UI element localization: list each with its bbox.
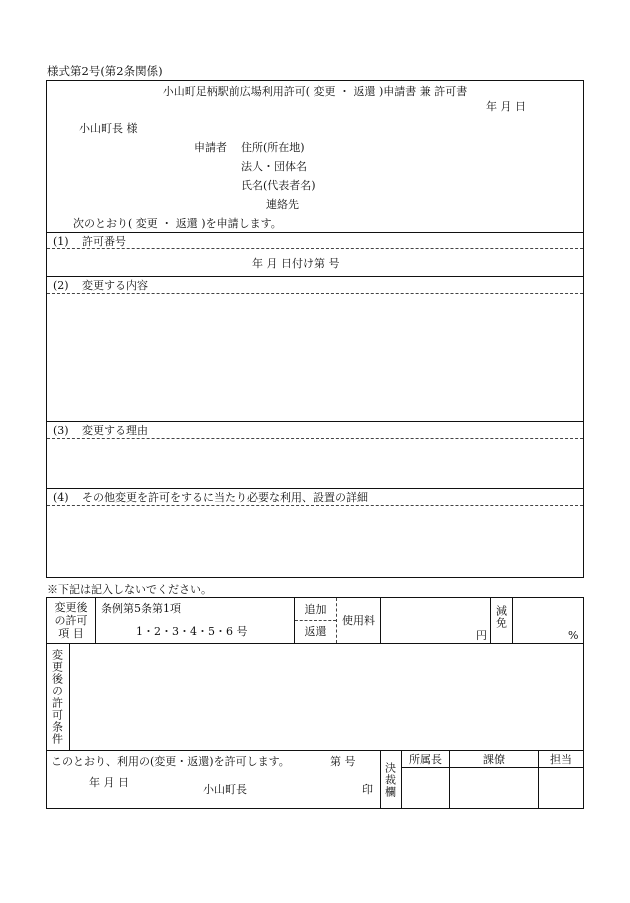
add-option[interactable]: 追加 xyxy=(304,603,327,616)
mayor-label: 小山町長 xyxy=(203,783,247,796)
chief-label: 所属長 xyxy=(409,753,442,766)
divider xyxy=(47,248,583,249)
divider xyxy=(47,232,583,233)
permit-number-field[interactable]: 年 月 日付け第 号 xyxy=(252,257,340,270)
divider xyxy=(47,750,583,751)
exemption-label: 減免 xyxy=(494,605,508,629)
divider xyxy=(47,488,583,489)
divider xyxy=(47,276,583,277)
section-1-label: 許可番号 xyxy=(82,235,126,248)
addressee: 小山町長 様 xyxy=(79,122,138,135)
yen-unit: 円 xyxy=(476,629,487,642)
applicant-label: 申請者 xyxy=(194,141,227,154)
ordinance-items[interactable]: 1・2・3・4・5・6 号 xyxy=(136,625,248,638)
seal-mark: 印 xyxy=(362,783,373,796)
decision-label: 決裁欄 xyxy=(383,762,397,798)
divider xyxy=(380,598,381,643)
section-2-label: 変更する内容 xyxy=(82,279,148,292)
change-content-field[interactable] xyxy=(47,294,583,420)
return-option[interactable]: 返還 xyxy=(304,625,327,638)
conditions-field[interactable] xyxy=(70,644,583,750)
permit-number[interactable]: 第 号 xyxy=(330,755,356,768)
change-reason-field[interactable] xyxy=(47,439,583,487)
item-label-line-1: 変更後 xyxy=(54,601,88,614)
request-statement: 次のとおり( 変更 ・ 返還 )を申請します。 xyxy=(73,217,282,230)
form-label: 様式第2号(第2条関係) xyxy=(47,64,163,78)
ordinance-label: 条例第5条第1項 xyxy=(101,602,181,615)
section-3-number: (3) xyxy=(53,424,69,437)
divider xyxy=(512,598,513,643)
divider xyxy=(295,620,336,621)
section-3-label: 変更する理由 xyxy=(82,424,148,437)
section-1-number: (1) xyxy=(53,235,69,248)
item-label-line-3: 項 目 xyxy=(58,627,84,640)
application-date: 年 月 日 xyxy=(486,100,526,113)
permit-statement: このとおり、利用の(変更・返還)を許可します。 xyxy=(51,755,290,768)
chief-stamp-cell[interactable] xyxy=(402,768,449,808)
section-2-number: (2) xyxy=(53,279,69,292)
conditions-label: 変更後の許可条件 xyxy=(50,649,64,745)
divider xyxy=(490,598,491,643)
divider xyxy=(47,421,583,422)
item-label-line-2: の許可 xyxy=(54,614,88,627)
section-4-label: その他変更を許可をするに当たり必要な利用、設置の詳細 xyxy=(82,491,368,504)
permit-date[interactable]: 年 月 日 xyxy=(89,776,129,789)
staff-stamp-cell[interactable] xyxy=(450,768,538,808)
divider xyxy=(380,751,381,808)
office-use-note: ※下記は記入しないでください。 xyxy=(47,583,212,596)
form-title: 小山町足柄駅前広場利用許可( 変更 ・ 返還 )申請書 兼 許可書 xyxy=(162,85,468,98)
charge-stamp-cell[interactable] xyxy=(539,768,583,808)
applicant-name-field[interactable]: 氏名(代表者名) xyxy=(241,179,316,192)
applicant-corporation-field[interactable]: 法人・団体名 xyxy=(241,160,307,173)
section-4-number: (4) xyxy=(53,491,69,504)
applicant-contact-field[interactable]: 連絡先 xyxy=(266,198,299,211)
staff-label: 課僚 xyxy=(483,753,505,766)
usage-fee-label: 使用料 xyxy=(342,614,375,627)
other-details-field[interactable] xyxy=(47,506,583,576)
applicant-address-field[interactable]: 住所(所在地) xyxy=(241,141,305,154)
divider xyxy=(95,598,96,643)
percent-unit: % xyxy=(568,629,579,642)
charge-label: 担当 xyxy=(550,753,572,766)
